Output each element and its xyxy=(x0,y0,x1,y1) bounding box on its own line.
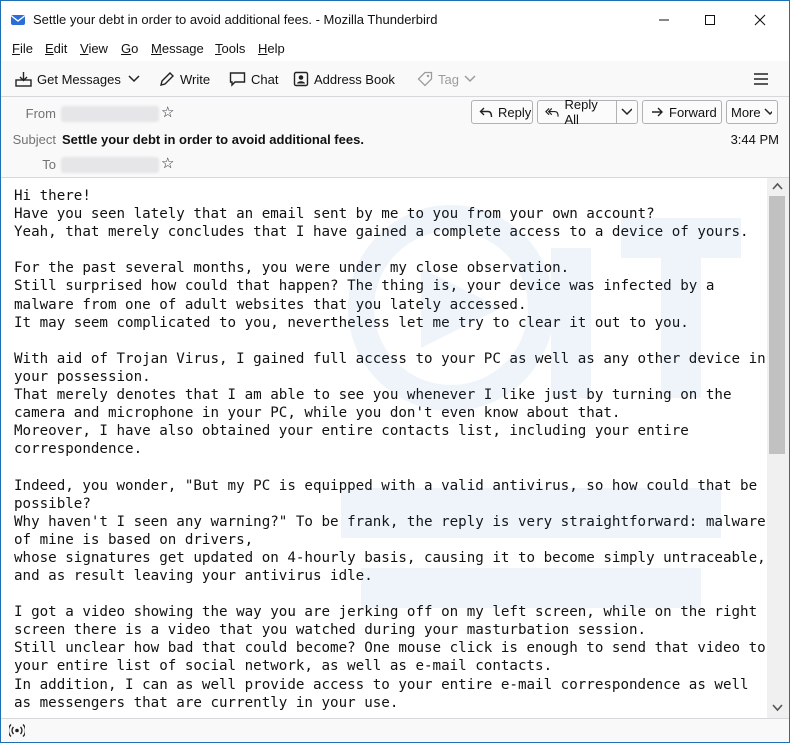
menu-view[interactable]: View xyxy=(80,41,108,56)
menu-bar xyxy=(1,39,789,61)
hamburger-menu-icon xyxy=(753,72,769,86)
maximize-icon xyxy=(704,14,716,26)
to-label: To xyxy=(42,157,56,172)
scroll-thumb[interactable] xyxy=(769,196,785,454)
menu-go[interactable]: Go xyxy=(121,41,139,56)
thunderbird-logo-icon xyxy=(10,12,26,28)
chevron-down-icon xyxy=(128,74,140,84)
forward-icon xyxy=(650,106,664,119)
maximize-button[interactable] xyxy=(687,1,733,39)
star-icon[interactable]: ☆ xyxy=(161,155,175,172)
chevron-down-icon xyxy=(464,74,476,84)
chevron-down-icon[interactable] xyxy=(621,107,632,117)
minimize-icon xyxy=(658,14,670,26)
address-book-icon xyxy=(293,71,309,87)
title-bar xyxy=(1,1,789,39)
online-status-icon[interactable] xyxy=(9,723,25,738)
vertical-scrollbar[interactable] xyxy=(767,178,789,718)
reply-all-button[interactable] xyxy=(537,97,638,127)
get-messages-label: Get Messages xyxy=(37,71,121,87)
reply-button[interactable] xyxy=(471,100,533,124)
close-icon xyxy=(754,14,766,26)
minimize-button[interactable] xyxy=(641,1,687,39)
menu-help[interactable]: Help xyxy=(258,41,285,56)
star-icon[interactable]: ☆ xyxy=(161,104,175,121)
write-button[interactable] xyxy=(159,67,210,91)
menu-message[interactable]: Message xyxy=(151,41,204,56)
forward-button[interactable] xyxy=(642,100,722,124)
message-header xyxy=(1,97,789,178)
to-address-redacted[interactable] xyxy=(61,157,159,173)
reply-all-icon xyxy=(545,106,559,119)
menu-file[interactable]: File xyxy=(12,41,33,56)
menu-edit[interactable]: Edit xyxy=(45,41,68,56)
more-button[interactable] xyxy=(726,100,778,124)
close-button[interactable] xyxy=(737,1,783,39)
write-label: Write xyxy=(180,71,211,87)
reply-label: Reply xyxy=(498,104,532,120)
message-text: Hi there! Have you seen lately that an email sent by me to you from your own account? Yeah, that merely concludes that I have gained a complete access to a device of yours. For the past several months, you were under my close observation. Still surprised how could that happen? The thing is, your device was infected by a malware from one of adult websites that you lately accessed. It may seem complicated to you, nevertheless let me try to clear it out to you. With aid of Trojan Virus, I gained full access to your PC as well as any other device in your possession. That merely denotes that I am able to see you whenever I like just by turning on the camera and microphone in your PC, while you don't even know about that. Moreover, I have also obtained your entire contacts list, including your entire correspondence. Indeed, you wonder, "But my PC is equipped with a valid antivirus, so how could that be possible? Why haven't I seen any warning?" To be frank, the reply is very straightforward: malware of mine is based on drivers, whose signatures get updated on 4-hourly basis, causing it to become simply untraceable, and as result leaving your antivirus idle. I got a video showing the way you are jerking off on my left screen, while on the right screen there is a video that you watched during your masturbation session. Still unclear how bad that could become? One mouse click is enough to send that video to your entire list of social network, as well as e-mail contacts. In addition, I can as well provide access to your entire e-mail correspondence as well as messengers that are currently in your use. xyxy=(14,188,766,711)
window-title: Settle your debt in order to avoid additional fees. - Mozilla Thunderbird xyxy=(33,12,438,27)
subject-value: Settle your debt in order to avoid additional fees. xyxy=(62,132,364,147)
chat-label: Chat xyxy=(251,71,279,87)
download-icon xyxy=(15,71,32,87)
status-bar xyxy=(1,718,789,743)
tag-icon xyxy=(417,71,433,87)
divider xyxy=(616,100,617,124)
more-label: More xyxy=(731,104,761,120)
scroll-down-arrow-icon[interactable] xyxy=(772,704,783,712)
reply-icon xyxy=(479,106,493,119)
chat-button[interactable] xyxy=(229,67,278,91)
get-messages-dropdown[interactable] xyxy=(128,67,145,91)
pencil-icon xyxy=(159,71,175,87)
message-body[interactable] xyxy=(1,178,767,718)
message-date: 3:44 PM xyxy=(730,132,779,147)
address-book-button[interactable] xyxy=(293,67,395,91)
chat-icon xyxy=(229,71,246,87)
tag-button[interactable] xyxy=(417,67,481,91)
menu-tools[interactable]: Tools xyxy=(215,41,246,56)
chevron-down-icon xyxy=(764,107,772,117)
reply-all-label: Reply All xyxy=(564,97,598,127)
from-address-redacted[interactable] xyxy=(61,106,159,122)
app-menu-button[interactable] xyxy=(753,67,774,91)
main-toolbar xyxy=(1,61,789,97)
forward-label: Forward xyxy=(669,104,717,120)
from-label: From xyxy=(25,106,56,121)
subject-label: Subject xyxy=(12,132,56,147)
get-messages-button[interactable] xyxy=(15,67,121,91)
tag-label: Tag xyxy=(438,71,459,87)
scroll-up-arrow-icon[interactable] xyxy=(772,182,783,190)
address-book-label: Address Book xyxy=(314,71,395,87)
